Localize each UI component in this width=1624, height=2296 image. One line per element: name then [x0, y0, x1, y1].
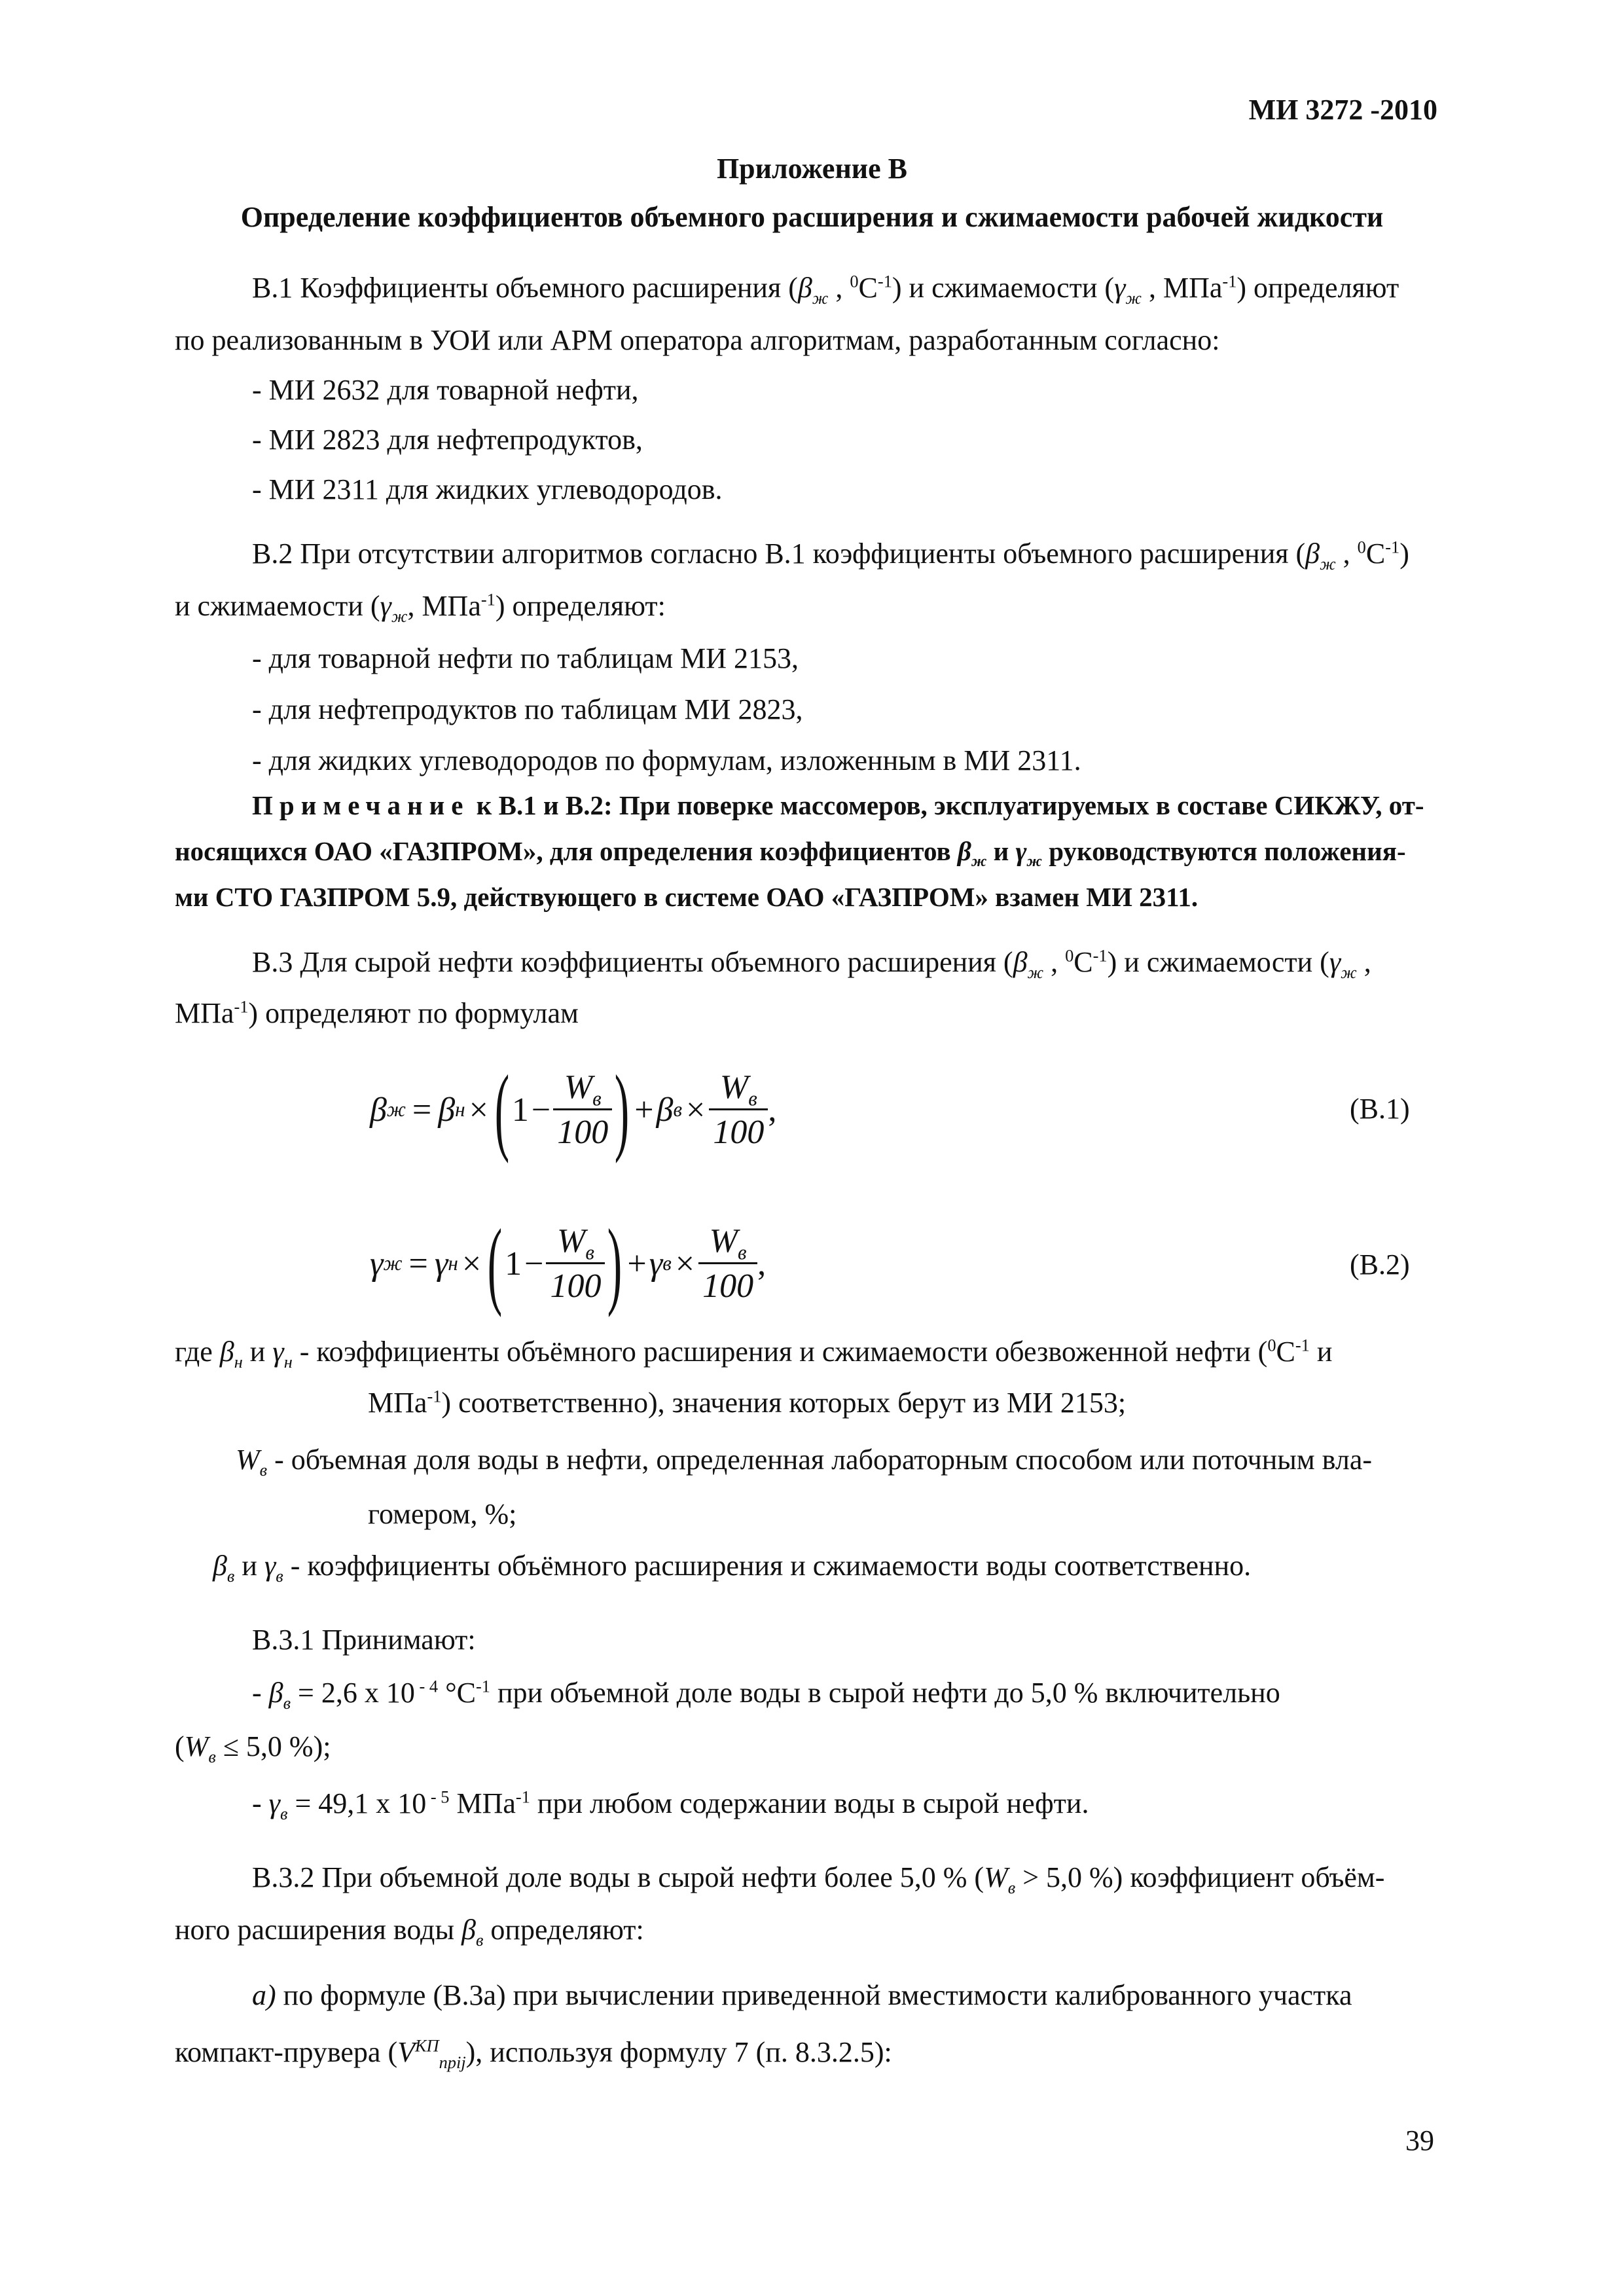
list-item: - МИ 2823 для нефтепродуктов,: [252, 424, 643, 456]
paragraph-b1-line2: по реализованным в УОИ или АРМ оператора алгоритмам, разработанным согласно:: [175, 324, 1220, 356]
fraction: $\frac{W_в}{100}$: [698, 1224, 757, 1303]
paragraph-b31-title: В.3.1 Принимают:: [252, 1624, 476, 1656]
list-item: - для нефтепродуктов по таблицам МИ 2823,: [252, 693, 803, 725]
paragraph-b32-line1: В.3.2 При объемной доле воды в сырой нефти более 5,0 % ($W_в > 5,0$ %) коэффициент объём-: [252, 1861, 1385, 1897]
formula-b1: β ж = β н × ( 1 − $\frac{W_в}{100}$ ) + β в × $\frac{W_в}{100}$ ,: [370, 1055, 777, 1164]
formula-b2-label: (В.2): [1350, 1248, 1410, 1281]
paragraph-b1-line1: В.1 Коэффициенты объемного расширения ($\beta_ж$ , $^0С^{-1}$) и сжимаемости ($\gamma_ж$ , МПа$^{-1}$) определяют: [252, 271, 1399, 308]
list-item: - МИ 2632 для товарной нефти,: [252, 374, 639, 406]
paragraph-b31-line3: - $\gamma_в = 49,1$ х 10 $^{- 5}$ МПа$^{-1}$ при любом содержании воды в сырой нефти.: [252, 1787, 1089, 1823]
paragraph-b31-line2: ($W_в \le 5,0$ %);: [175, 1730, 331, 1766]
note-line3: ми СТО ГАЗПРОМ 5.9, действующего в системе ОАО «ГАЗПРОМ» взамен МИ 2311.: [175, 882, 1199, 912]
fraction: $\frac{W_в}{100}$: [546, 1224, 605, 1303]
paragraph-b2-line2: и сжимаемости ($\gamma_ж$, МПа$^{-1}$) определяют:: [175, 589, 666, 626]
appendix-subtitle: Определение коэффициентов объемного расширения и сжимаемости рабочей жидкости: [240, 201, 1384, 233]
where-line3: $W_в$ - объемная доля воды в нефти, определенная лабораторным способом или поточным вла-: [236, 1444, 1373, 1480]
note-line2: носящихся ОАО «ГАЗПРОМ», для определения коэффициентов $\beta_ж$ и $\gamma_ж$ руководствуются положения-: [175, 836, 1406, 871]
formula-b1-label: (В.1): [1350, 1093, 1410, 1125]
where-line1: где $\beta_н$ и $\gamma_н$ - коэффициенты объёмного расширения и сжимаемости обезвоженной нефти ($^0С^{-1}$ и: [175, 1335, 1333, 1372]
list-item: - МИ 2311 для жидких углеводородов.: [252, 473, 723, 505]
formula-b2: γ ж = γ н × ( 1 − $\frac{W_в}{100}$ ) + γ в × $\frac{W_в}{100}$ ,: [370, 1209, 767, 1318]
paragraph-b3-line1: В.3 Для сырой нефти коэффициенты объемного расширения ($\beta_ж$ , $^0С^{-1}$) и сжимаемости ($\gamma_ж$ ,: [252, 945, 1371, 982]
fraction: $\frac{W_в}{100}$: [709, 1070, 768, 1150]
paragraph-b3-line2: МПа$^{-1}$) определяют по формулам: [175, 996, 579, 1029]
item-a-line1: а) по формуле (В.3а) при вычислении приведенной вместимости калиброванного участка: [252, 1979, 1352, 2011]
paragraph-b32-line2: ного расширения воды $\beta_в$ определяют:: [175, 1914, 644, 1950]
page-number: 39: [1405, 2124, 1434, 2157]
appendix-title: Приложение В: [716, 153, 908, 185]
where-line2: МПа$^{-1}$) соответственно), значения которых берут из МИ 2153;: [368, 1386, 1127, 1419]
where-line5: $\beta_в$ и $\gamma_в$ - коэффициенты объёмного расширения и сжимаемости воды соответственно.: [213, 1550, 1252, 1586]
fraction: $\frac{W_в}{100}$: [553, 1070, 612, 1150]
item-a-line2: компакт-прувера $(V^{КП}_{прij})$, используя формулу 7 (п. 8.3.2.5):: [175, 2035, 892, 2072]
paragraph-b31-line1: - $\beta_в = 2,6$ х 10 $^{- 4}$ $^\circ С^{-1}$ при объемной доле воды в сырой нефти до 5,0 % включительно: [252, 1676, 1280, 1713]
document-code: МИ 3272 -2010: [1248, 94, 1437, 126]
note-line1: Примечание к В.1 и В.2: При поверке массомеров, эксплуатируемых в составе СИКЖУ, от-: [252, 790, 1424, 820]
where-line4: гомером, %;: [368, 1498, 517, 1530]
list-item: - для товарной нефти по таблицам МИ 2153,: [252, 642, 799, 674]
list-item: - для жидких углеводородов по формулам, изложенным в МИ 2311.: [252, 744, 1081, 776]
paragraph-b2-line1: В.2 При отсутствии алгоритмов согласно В.1 коэффициенты объемного расширения ($\beta_ж$ , $^0С^{-1}$): [252, 537, 1409, 574]
